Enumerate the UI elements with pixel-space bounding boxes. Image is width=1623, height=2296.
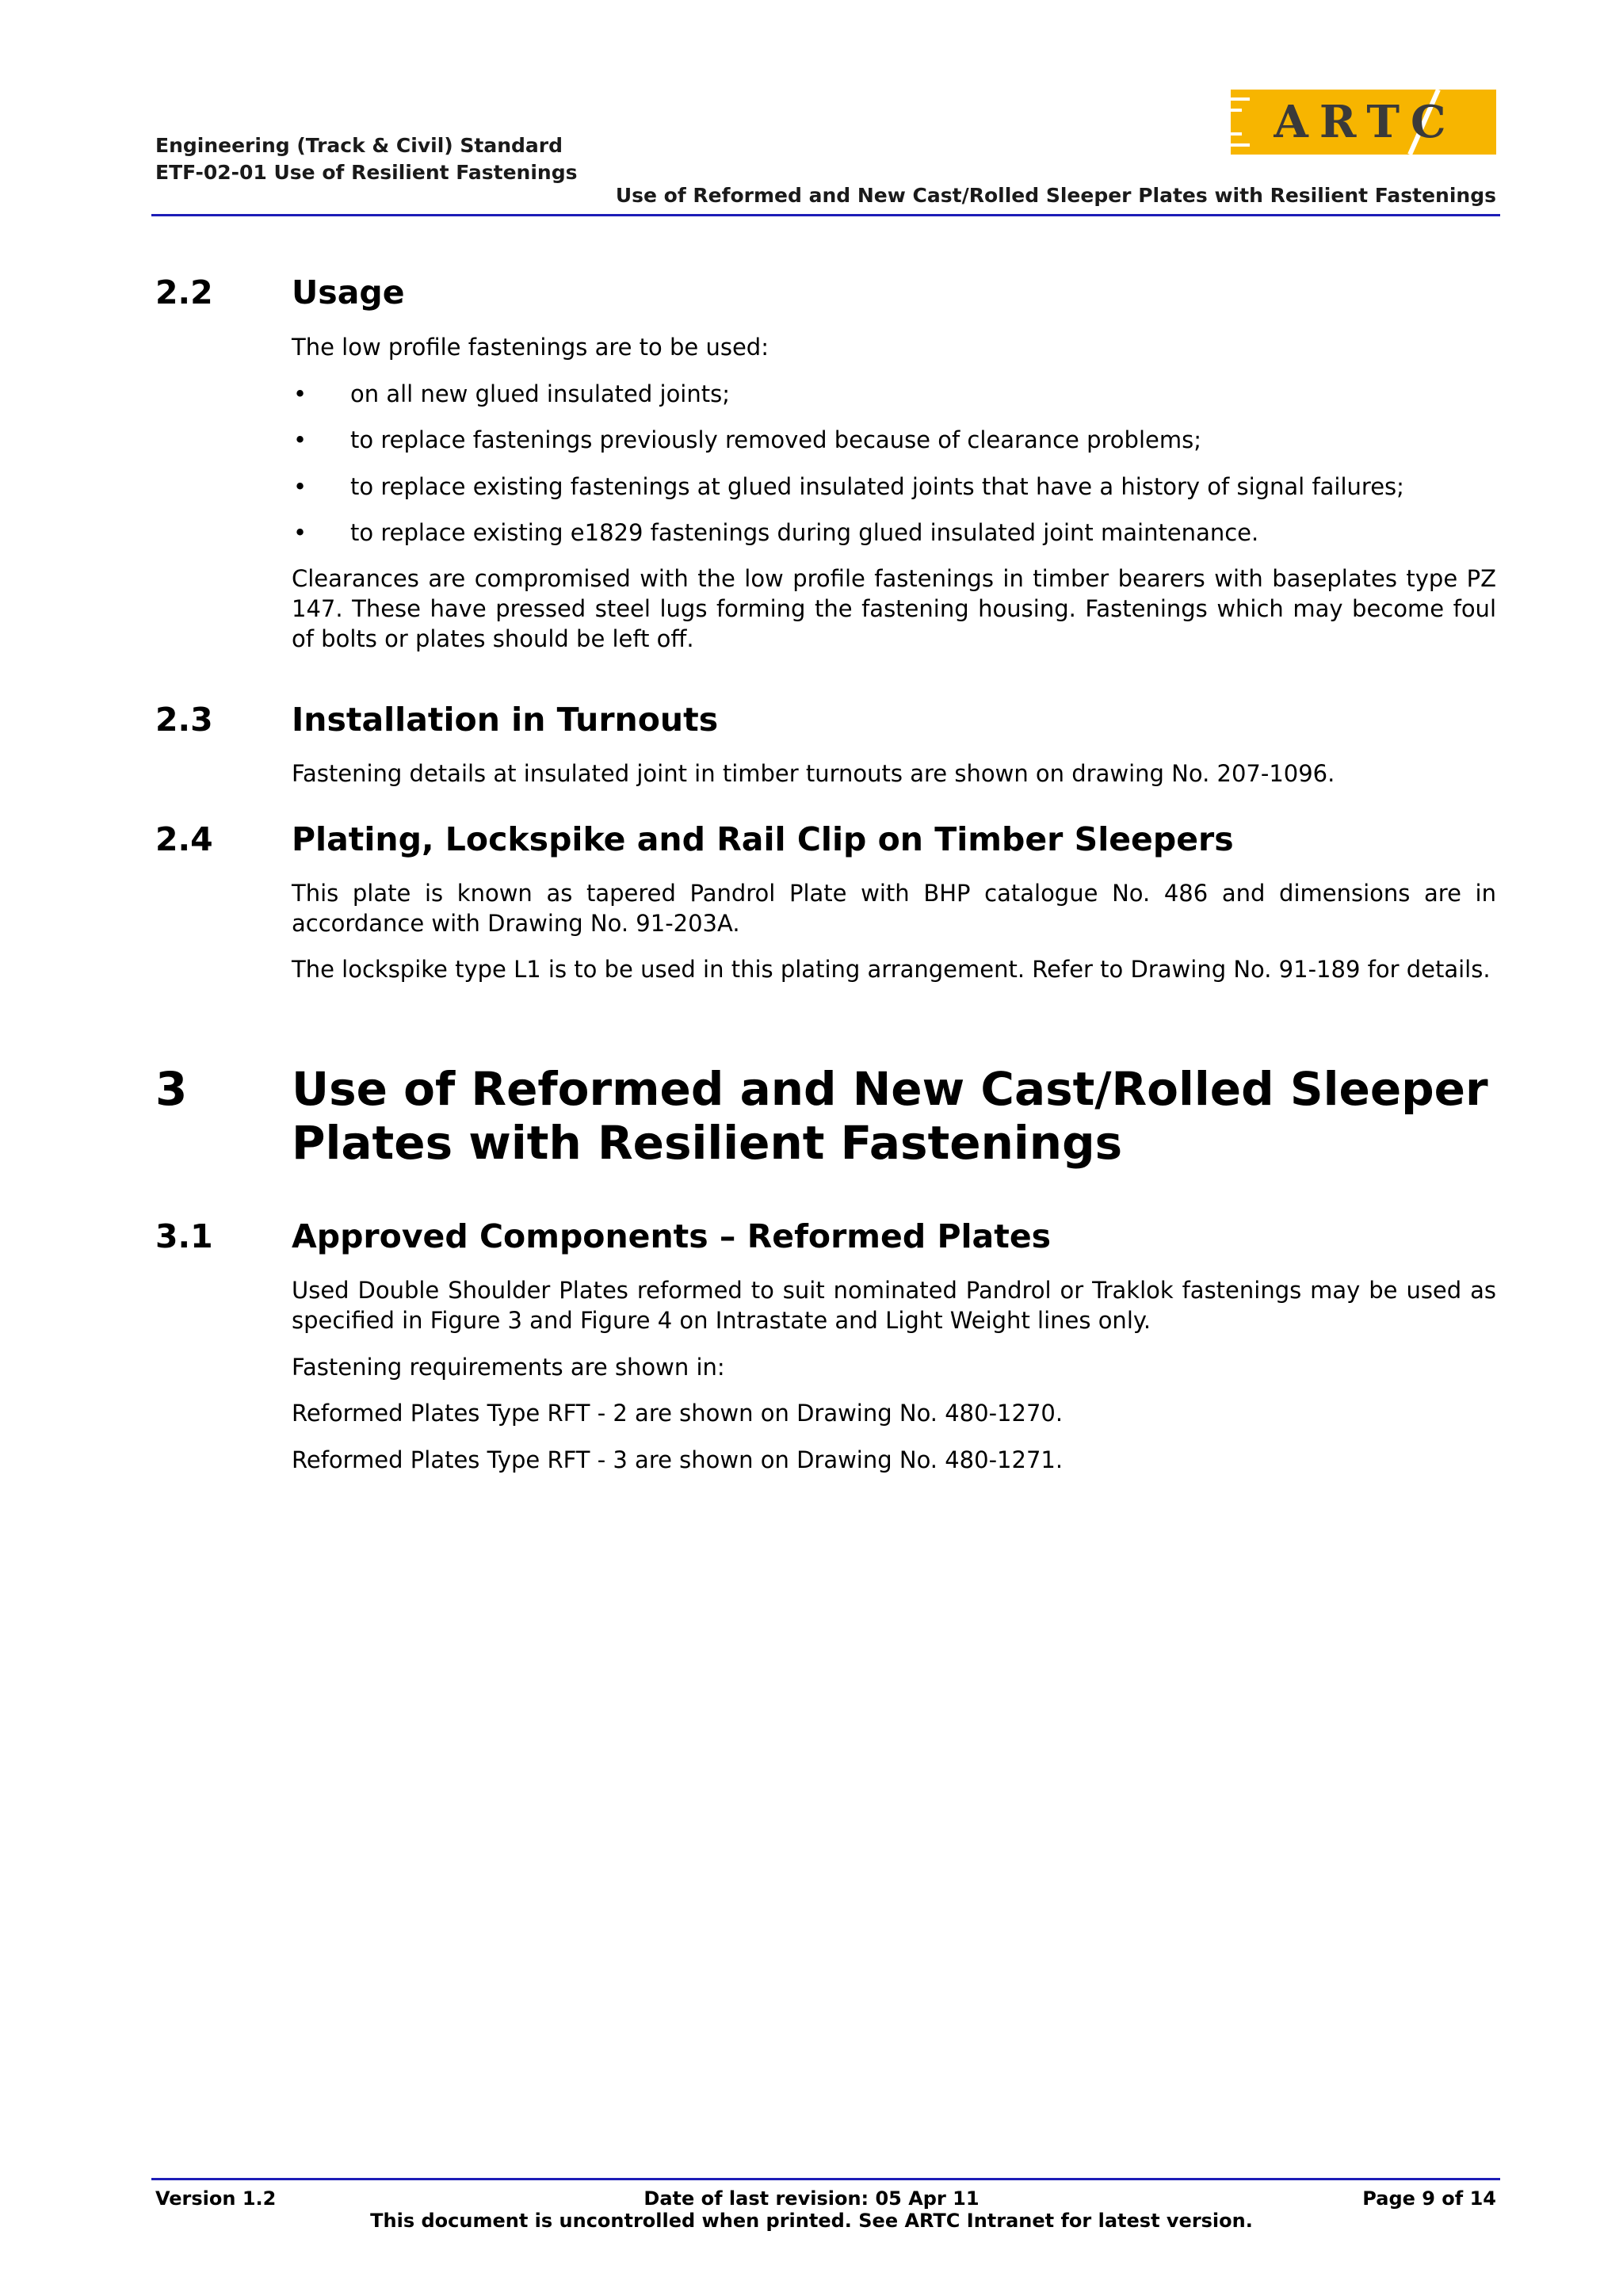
turnouts-paragraph: Fastening details at insulated joint in timber turnouts are shown on drawing No. 207-1096. <box>292 760 1335 787</box>
artc-logo <box>1231 90 1496 155</box>
standard-name: Engineering (Track & Civil) Standard <box>155 134 563 157</box>
lockspike-paragraph: The lockspike type L1 is to be used in this plating arrangement. Refer to Drawing No. 91-189 for details. <box>292 956 1491 983</box>
section-title: Plating, Lockspike and Rail Clip on Timber Sleepers <box>292 820 1234 858</box>
bullet-icon: • <box>293 519 307 546</box>
footer-rule <box>151 2178 1500 2180</box>
reformed-plates-paragraph: Used Double Shoulder Plates reformed to suit nominated Pandrol or Traklok fastenings may be used as specified in Figure 3 and Figure 4 on Intrastate and Light Weight lines only. <box>292 1277 1496 1334</box>
footer-version: Version 1.2 <box>155 2187 277 2210</box>
bullet-icon: • <box>293 473 307 500</box>
section-number: 2.4 <box>155 820 213 858</box>
logo-text: ARTC <box>1274 96 1457 148</box>
section-title: Use of Reformed and New Cast/Rolled Sleeper Plates with Resilient Fastenings <box>292 1062 1488 1170</box>
usage-intro: The low profile fastenings are to be used: <box>292 334 769 361</box>
section-title: Installation in Turnouts <box>292 701 719 739</box>
bullet-icon: • <box>293 426 307 453</box>
document-id: ETF-02-01 Use of Resilient Fastenings <box>155 161 578 184</box>
header-rule <box>151 214 1500 216</box>
header-section-title: Use of Reformed and New Cast/Rolled Sleeper Plates with Resilient Fastenings <box>615 184 1496 207</box>
plating-paragraph: This plate is known as tapered Pandrol Plate with BHP catalogue No. 486 and dimensions are in accordance with Drawing No. 91-203A. <box>292 880 1496 937</box>
bullet-icon: • <box>293 380 307 407</box>
section-number: 2.2 <box>155 273 213 311</box>
rft2-paragraph: Reformed Plates Type RFT - 2 are shown on Drawing No. 480-1270. <box>292 1400 1064 1427</box>
clearance-paragraph: Clearances are compromised with the low profile fastenings in timber bearers with baseplates type PZ 147. These have pressed steel lugs forming the fastening housing. Fastenings which may become foul of bolts or plates should be left off. <box>292 565 1496 652</box>
footer-notice: This document is uncontrolled when printed. See ARTC Intranet for latest version. <box>370 2210 1253 2232</box>
section-number: 3.1 <box>155 1217 213 1255</box>
footer-revision-date: Date of last revision: 05 Apr 11 <box>643 2187 980 2210</box>
section-title: Approved Components – Reformed Plates <box>292 1217 1052 1255</box>
section-title: Usage <box>292 273 405 311</box>
requirements-intro: Fastening requirements are shown in: <box>292 1354 725 1381</box>
document-header <box>155 132 577 186</box>
rft3-paragraph: Reformed Plates Type RFT - 3 are shown on Drawing No. 480-1271. <box>292 1446 1064 1473</box>
footer-page-number: Page 9 of 14 <box>1362 2187 1496 2210</box>
section-number: 3 <box>155 1062 188 1116</box>
section-number: 2.3 <box>155 701 213 739</box>
